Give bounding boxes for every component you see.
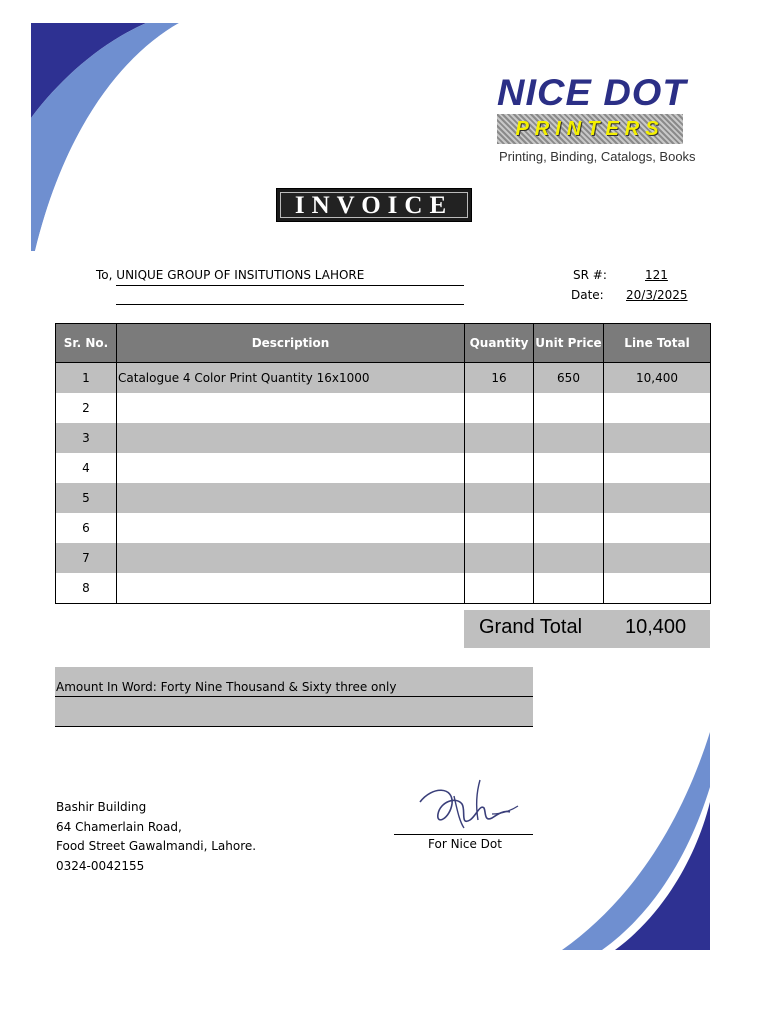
cell-line-total — [604, 453, 711, 483]
table-row — [56, 573, 711, 604]
cell-line-total — [604, 483, 711, 513]
customer-name: UNIQUE GROUP OF INSITUTIONS LAHORE — [116, 268, 365, 282]
cell-line-total — [604, 573, 711, 604]
cell-description — [117, 573, 465, 604]
date-label: Date: — [571, 288, 604, 302]
cell-description — [117, 393, 465, 423]
grand-total-label: Grand Total — [479, 616, 583, 638]
cell-quantity — [465, 543, 534, 573]
header-sr-no: Sr. No. — [56, 324, 117, 363]
cell-sr-no: 8 — [56, 573, 117, 604]
cell-quantity: 16 — [465, 363, 534, 394]
signature-image — [414, 774, 524, 834]
cell-sr-no: 6 — [56, 513, 117, 543]
sr-label: SR #: — [573, 268, 607, 282]
cell-sr-no: 3 — [56, 423, 117, 453]
cell-unit-price — [534, 513, 604, 543]
company-address — [56, 798, 256, 876]
signature-line — [394, 834, 533, 835]
table-row — [56, 543, 711, 573]
amount-in-words-row-1 — [55, 667, 533, 697]
cell-sr-no: 7 — [56, 543, 117, 573]
amount-in-words-box — [55, 667, 533, 727]
address-line-3: Food Street Gawalmandi, Lahore. — [56, 839, 257, 853]
cell-quantity — [465, 423, 534, 453]
cell-unit-price — [534, 483, 604, 513]
invoice-title: INVOICE — [280, 192, 468, 218]
cell-sr-no: 5 — [56, 483, 117, 513]
customer-line — [96, 268, 364, 282]
header-description: Description — [117, 324, 465, 363]
amount-in-words-row-2 — [55, 697, 533, 727]
cell-line-total — [604, 543, 711, 573]
cell-quantity — [465, 393, 534, 423]
grand-total-value: 10,400 — [625, 616, 687, 638]
cell-quantity — [465, 513, 534, 543]
cell-unit-price — [534, 573, 604, 604]
table-row — [56, 393, 711, 423]
customer-underline-1 — [116, 285, 464, 286]
logo-tagline: Printing, Binding, Catalogs, Books — [499, 149, 696, 164]
address-phone: 0324-0042155 — [56, 858, 145, 873]
cell-unit-price — [534, 543, 604, 573]
to-label: To, — [96, 268, 113, 282]
cell-sr-no: 2 — [56, 393, 117, 423]
amount-in-words-text: Amount In Word: Forty Nine Thousand & Sixty three only — [56, 680, 397, 694]
corner-swoosh-bottom-right — [560, 732, 712, 952]
cell-quantity — [465, 453, 534, 483]
cell-description — [117, 453, 465, 483]
cell-unit-price — [534, 393, 604, 423]
items-table — [55, 323, 711, 604]
header-quantity: Quantity — [465, 324, 534, 363]
address-line-1: Bashir Building — [56, 800, 147, 814]
cell-quantity — [465, 483, 534, 513]
customer-underline-2 — [116, 304, 464, 305]
invoice-title-box — [276, 188, 472, 222]
header-line-total: Line Total — [604, 324, 711, 363]
table-row — [56, 513, 711, 543]
table-row — [56, 363, 711, 394]
cell-line-total — [604, 393, 711, 423]
cell-line-total: 10,400 — [604, 363, 711, 394]
grand-total-box — [464, 610, 710, 648]
date-value: 20/3/2025 — [626, 288, 688, 302]
table-row — [56, 453, 711, 483]
cell-unit-price — [534, 453, 604, 483]
logo-name: NICE DOT — [497, 72, 687, 114]
header-unit-price: Unit Price — [534, 324, 604, 363]
logo-subname: PRINTERS — [515, 118, 665, 140]
cell-quantity — [465, 573, 534, 604]
cell-unit-price: 650 — [534, 363, 604, 394]
cell-line-total — [604, 513, 711, 543]
signature-label: For Nice Dot — [428, 837, 502, 851]
corner-swoosh-top-left — [31, 23, 181, 253]
cell-sr-no: 4 — [56, 453, 117, 483]
cell-description — [117, 513, 465, 543]
cell-description — [117, 543, 465, 573]
cell-sr-no: 1 — [56, 363, 117, 394]
table-header-row — [56, 324, 711, 363]
cell-line-total — [604, 423, 711, 453]
sr-value: 121 — [645, 268, 668, 282]
cell-unit-price — [534, 423, 604, 453]
address-line-2: 64 Chamerlain Road, — [56, 819, 182, 834]
cell-description: Catalogue 4 Color Print Quantity 16x1000 — [117, 363, 465, 394]
cell-description — [117, 423, 465, 453]
cell-description — [117, 483, 465, 513]
company-logo — [497, 72, 696, 166]
table-row — [56, 423, 711, 453]
table-row — [56, 483, 711, 513]
